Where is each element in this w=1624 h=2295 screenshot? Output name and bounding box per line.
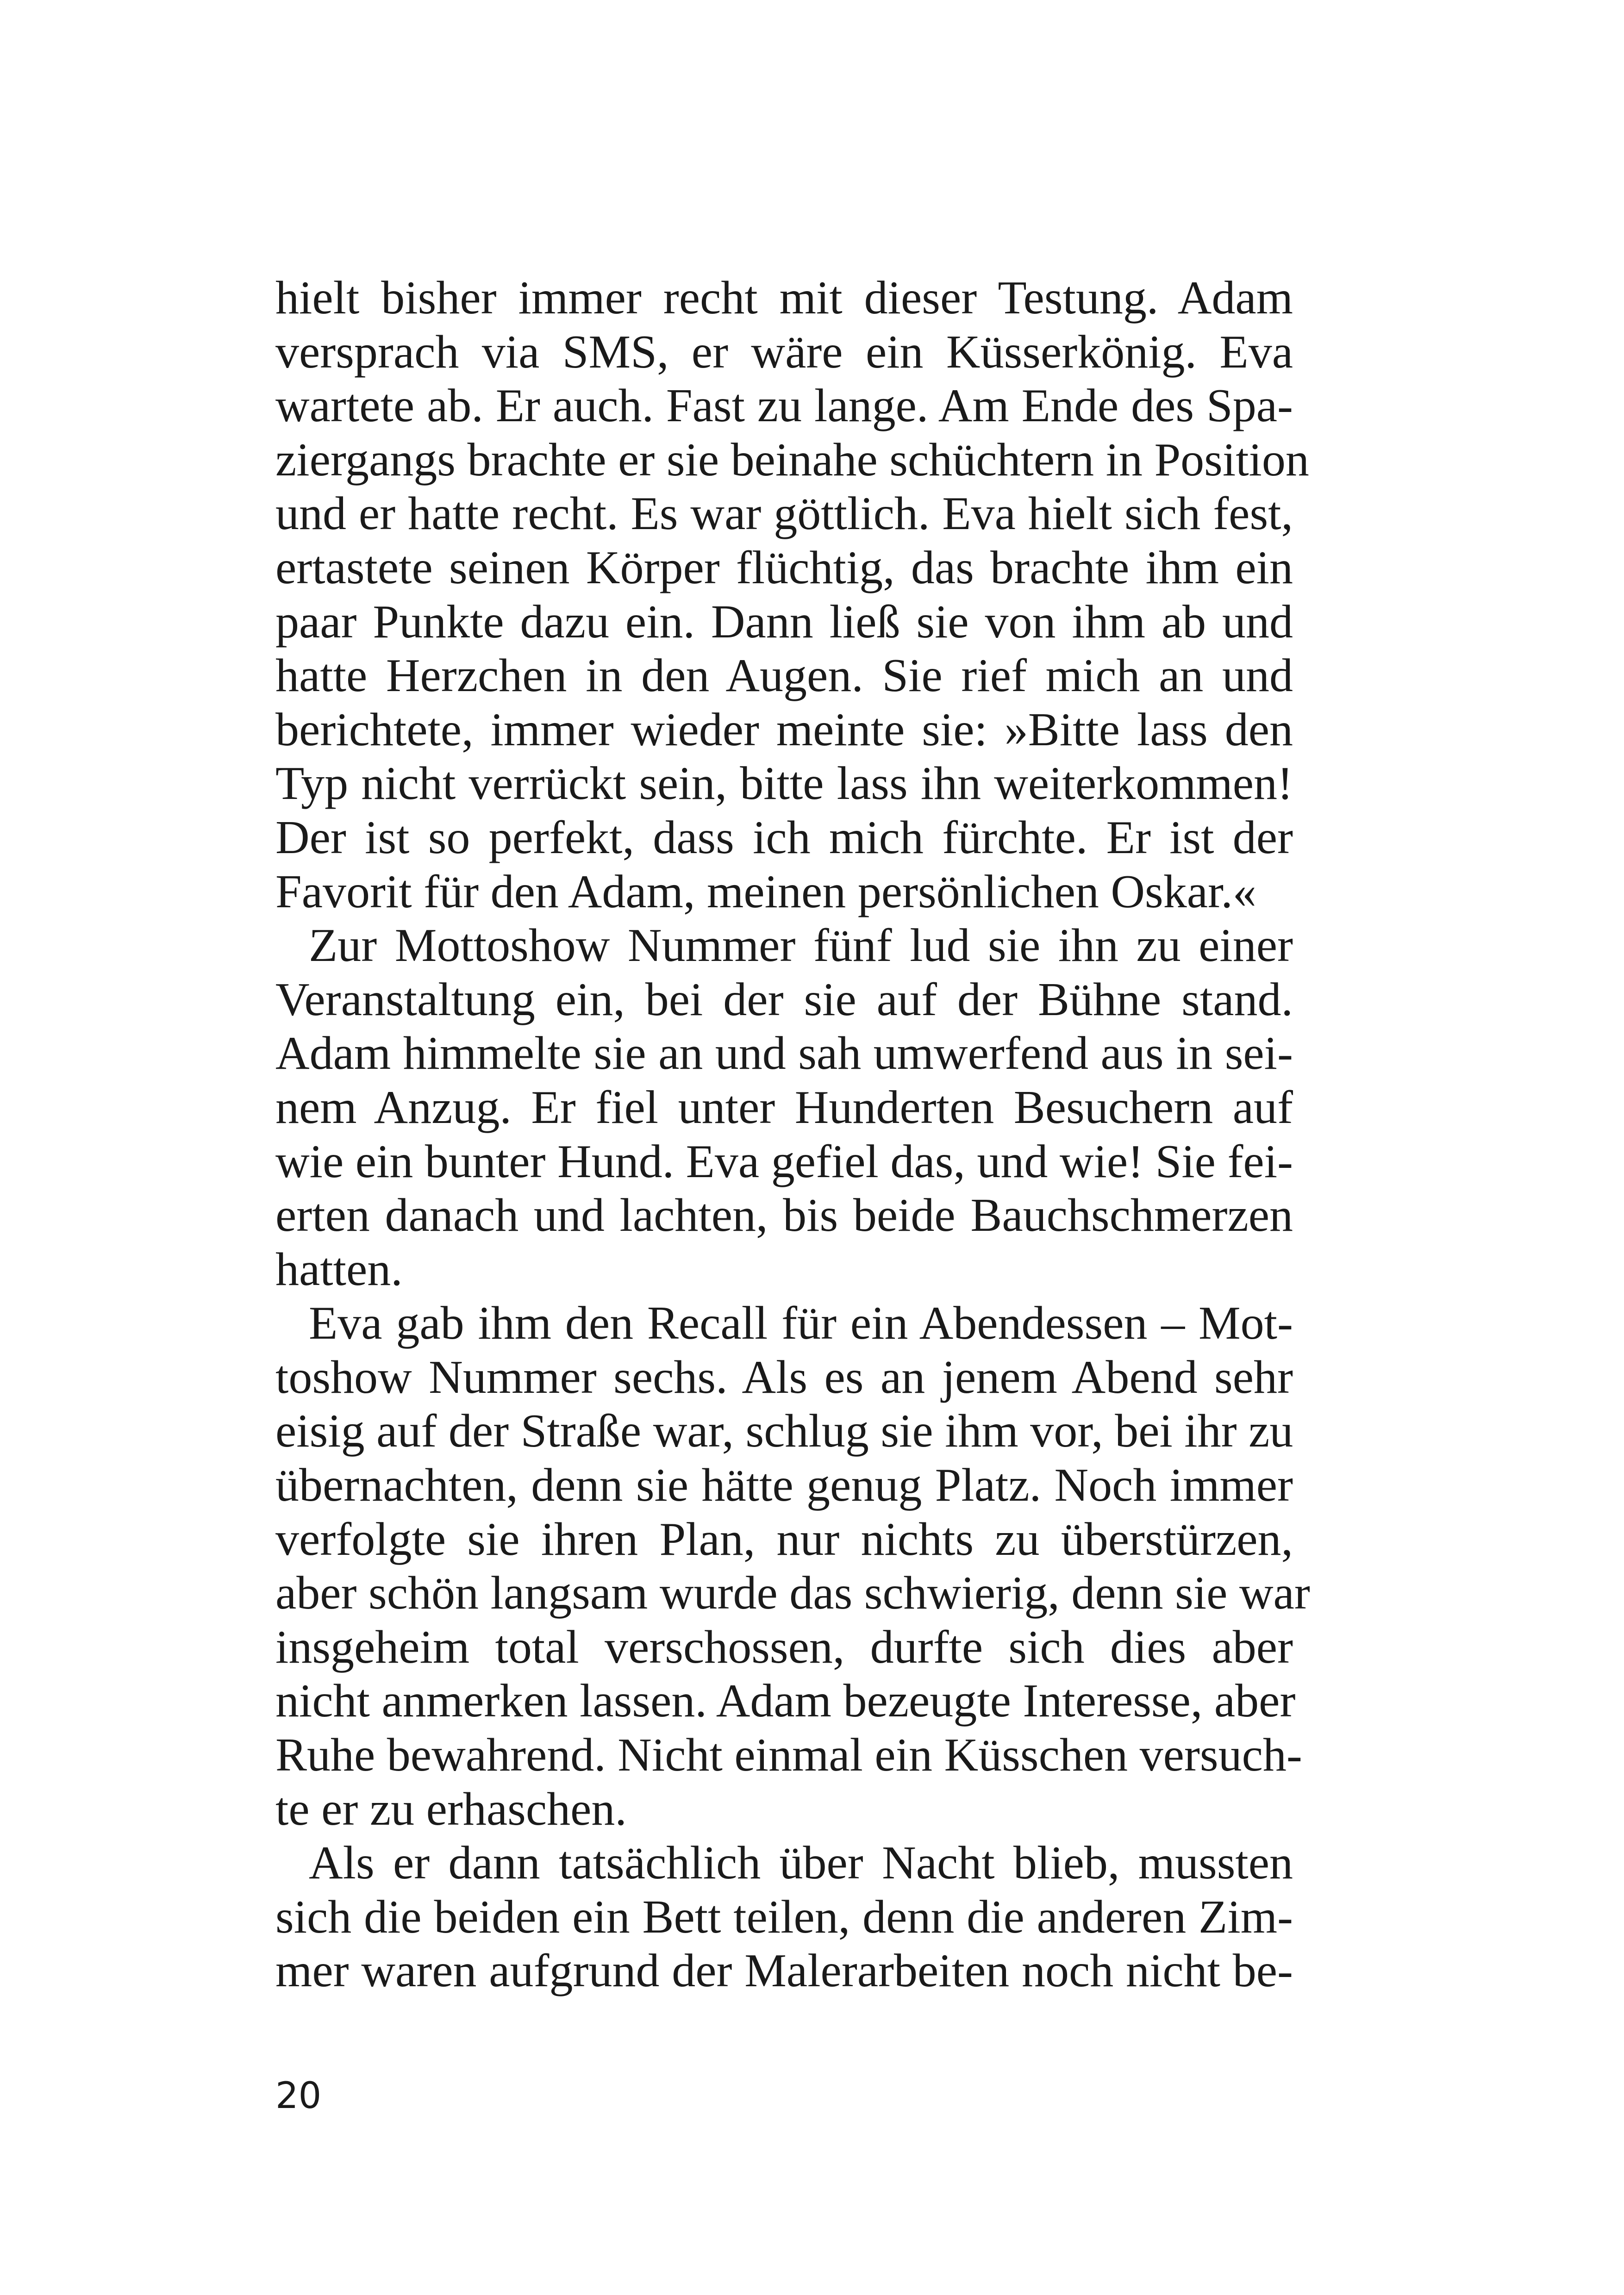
text-line: toshow Nummer sechs. Als es an jenem Abend sehr: [275, 1351, 1293, 1403]
text-line: sich die beiden ein Bett teilen, denn die anderen Zim-: [275, 1890, 1293, 1943]
text-line: ertastete seinen Körper flüchtig, das brachte ihm ein: [275, 541, 1293, 594]
text-line: wie ein bunter Hund. Eva gefiel das, und wie! Sie fei-: [275, 1135, 1293, 1188]
text-line: nicht anmerken lassen. Adam bezeugte Interesse, aber: [275, 1675, 1296, 1727]
paragraph: [275, 271, 1309, 919]
text-line: ziergangs brachte er sie beinahe schüchtern in Position: [275, 433, 1309, 486]
text-line: Typ nicht verrückt sein, bitte lass ihn weiterkommen!: [275, 757, 1293, 810]
text-line: hielt bisher immer recht mit dieser Testung. Adam: [275, 272, 1293, 324]
text-line: verfolgte sie ihren Plan, nur nichts zu überstürzen,: [275, 1513, 1293, 1565]
text-line: paar Punkte dazu ein. Dann ließ sie von ihm ab und: [275, 595, 1293, 648]
text-line: insgeheim total verschossen, durfte sich dies aber: [275, 1621, 1293, 1673]
paragraph: [275, 1297, 1310, 1836]
text-line: Favorit für den Adam, meinen persönlichen Oskar.«: [275, 865, 1256, 918]
text-line: und er hatte recht. Es war göttlich. Eva hielt sich fest,: [275, 487, 1293, 540]
text-line: Ruhe bewahrend. Nicht einmal ein Küsschen versuch-: [275, 1729, 1302, 1782]
paragraph: [275, 1836, 1293, 1998]
body-text: [275, 271, 1310, 1998]
text-line: übernachten, denn sie hätte genug Platz. Noch immer: [275, 1459, 1293, 1512]
text-line: aber schön langsam wurde das schwierig, denn sie war: [275, 1567, 1310, 1620]
paragraph: [275, 919, 1293, 1297]
text-line: Adam himmelte sie an und sah umwerfend aus in sei-: [275, 1027, 1293, 1080]
text-line: Zur Mottoshow Nummer fünf lud sie ihn zu einer: [309, 919, 1293, 972]
text-line: Als er dann tatsächlich über Nacht blieb, mussten: [309, 1837, 1293, 1890]
text-line: mer waren aufgrund der Malerarbeiten noch nicht be-: [275, 1945, 1293, 1997]
text-line: nem Anzug. Er fiel unter Hunderten Besuchern auf: [275, 1081, 1293, 1134]
text-line: hatte Herzchen in den Augen. Sie rief mich an und: [275, 649, 1293, 702]
text-line: Veranstaltung ein, bei der sie auf der Bühne stand.: [275, 973, 1293, 1026]
text-line: eisig auf der Straße war, schlug sie ihm vor, bei ihr zu: [275, 1405, 1293, 1458]
text-line: versprach via SMS, er wäre ein Küsserkönig. Eva: [275, 325, 1293, 378]
text-line: te er zu erhaschen.: [275, 1783, 627, 1835]
text-line: berichtete, immer wieder meinte sie: »Bitte lass den: [275, 703, 1293, 756]
page-number: 20: [275, 2075, 322, 2117]
text-line: Der ist so perfekt, dass ich mich fürchte. Er ist der: [275, 811, 1293, 864]
text-line: Eva gab ihm den Recall für ein Abendessen – Mot-: [309, 1297, 1293, 1350]
text-line: erten danach und lachten, bis beide Bauchschmerzen: [275, 1189, 1293, 1242]
text-line: hatten.: [275, 1243, 403, 1296]
text-line: wartete ab. Er auch. Fast zu lange. Am Ende des Spa-: [275, 380, 1293, 432]
